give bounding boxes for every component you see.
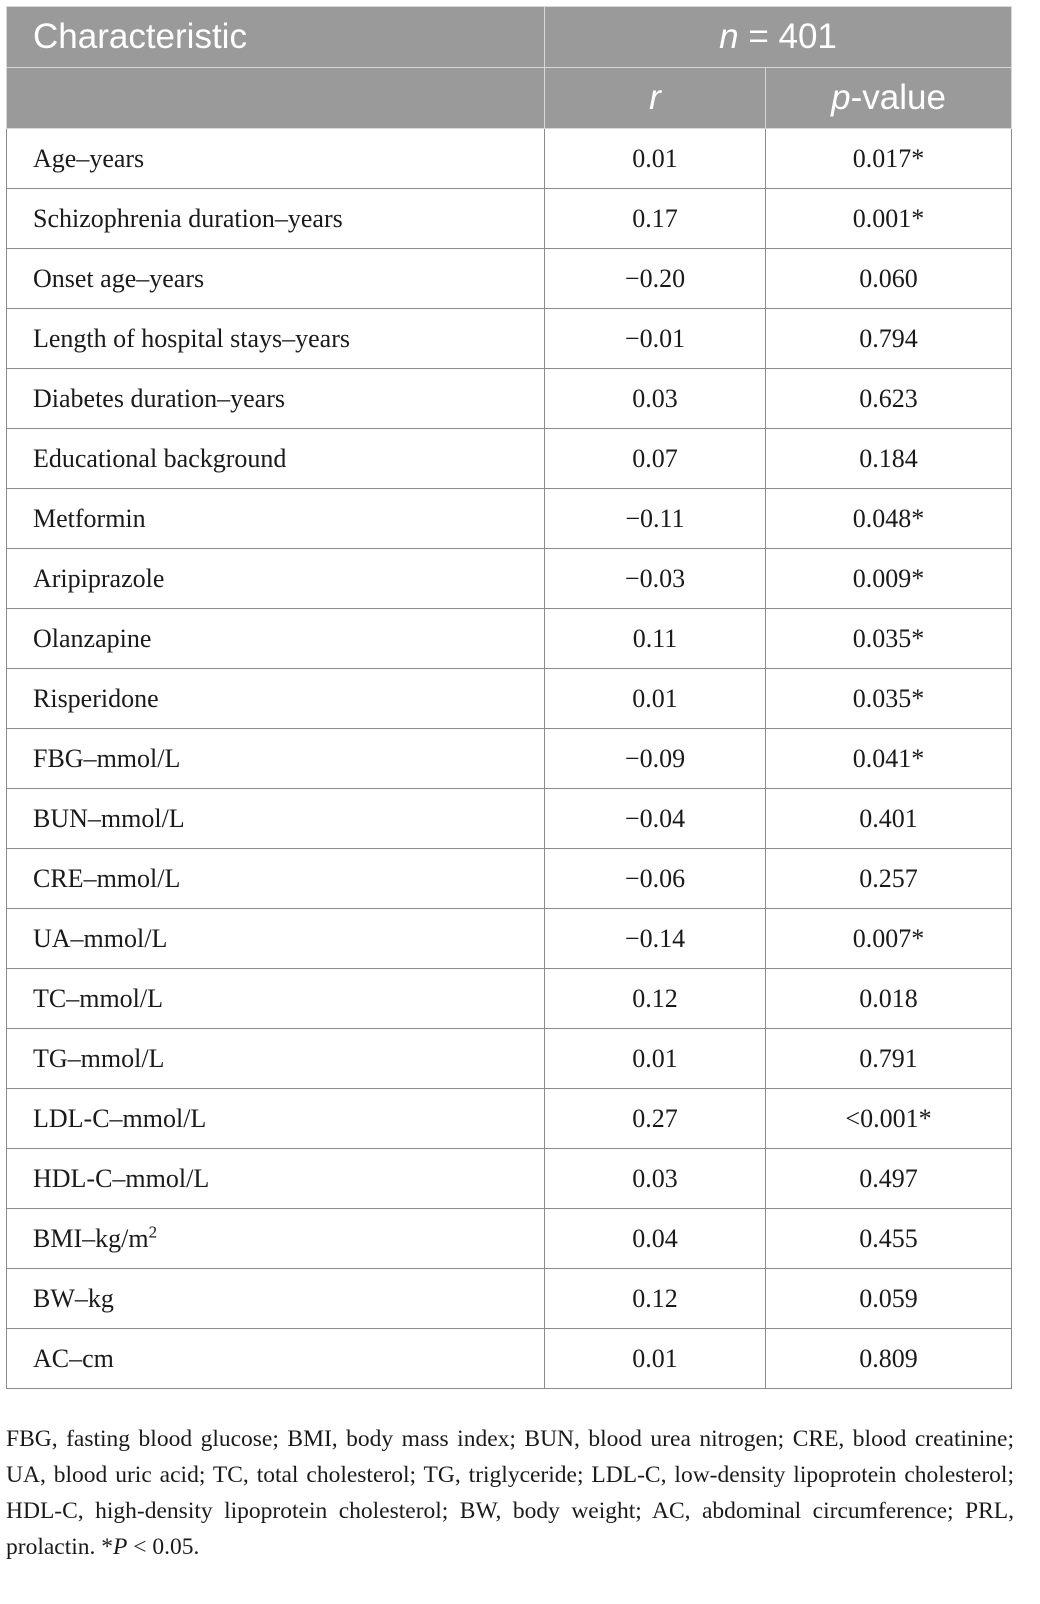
row-characteristic-label: Aripiprazole: [33, 563, 165, 593]
row-characteristic-label: Educational background: [33, 443, 287, 473]
row-p-value: 0.497: [766, 1149, 1012, 1209]
row-p-value: 0.018: [766, 969, 1012, 1029]
row-r-value: 0.04: [545, 1209, 766, 1269]
row-r-value: 0.01: [545, 1029, 766, 1089]
row-characteristic-label: UA–mmol/L: [33, 923, 168, 953]
row-p-value: 0.048*: [766, 489, 1012, 549]
row-r-value: 0.03: [545, 1149, 766, 1209]
row-p-value: 0.623: [766, 369, 1012, 429]
header-characteristic: Characteristic: [7, 7, 545, 68]
row-characteristic-label: Age–years: [33, 143, 145, 173]
row-r-value: −0.01: [545, 309, 766, 369]
row-characteristic: [7, 1149, 545, 1209]
row-characteristic: [7, 789, 545, 849]
table-row: [7, 1149, 1012, 1209]
row-characteristic-label: BUN–mmol/L: [33, 803, 185, 833]
row-p-value: 0.791: [766, 1029, 1012, 1089]
row-characteristic-label: TC–mmol/L: [33, 983, 163, 1013]
row-characteristic-label: CRE–mmol/L: [33, 863, 181, 893]
row-r-value: −0.20: [545, 249, 766, 309]
footnote-sig-rest: < 0.05.: [127, 1534, 200, 1560]
table-row: [7, 729, 1012, 789]
row-characteristic: [7, 969, 545, 1029]
footnote-sig-var: P: [113, 1534, 128, 1560]
table-row: [7, 309, 1012, 369]
correlation-table: [6, 6, 1012, 1389]
row-characteristic: [7, 1029, 545, 1089]
row-r-value: 0.01: [545, 1329, 766, 1389]
row-characteristic: [7, 309, 545, 369]
row-r-value: −0.09: [545, 729, 766, 789]
table-body: [7, 129, 1012, 1389]
header-p-value: [766, 68, 1012, 129]
row-characteristic-label: Metformin: [33, 503, 146, 533]
row-characteristic-label: Diabetes duration–years: [33, 383, 285, 413]
table-row: [7, 909, 1012, 969]
row-p-value: 0.035*: [766, 669, 1012, 729]
table-footnote: [6, 1421, 1014, 1565]
row-p-value: 0.060: [766, 249, 1012, 309]
row-p-value: 0.809: [766, 1329, 1012, 1389]
table-row: [7, 1329, 1012, 1389]
row-characteristic: [7, 489, 545, 549]
table-row: [7, 549, 1012, 609]
table-row: [7, 1269, 1012, 1329]
header-n-value: = 401: [738, 17, 837, 56]
row-p-value: 0.794: [766, 309, 1012, 369]
footnote-sig-prefix: *: [101, 1534, 114, 1560]
row-characteristic: [7, 609, 545, 669]
row-characteristic-label: TG–mmol/L: [33, 1043, 165, 1073]
row-p-value: 0.009*: [766, 549, 1012, 609]
row-characteristic: [7, 1329, 545, 1389]
row-r-value: 0.01: [545, 669, 766, 729]
row-characteristic: [7, 729, 545, 789]
row-characteristic: [7, 429, 545, 489]
header-r: [545, 68, 766, 129]
header-p-suffix: -value: [850, 78, 946, 117]
row-p-value: 0.401: [766, 789, 1012, 849]
table-row: [7, 669, 1012, 729]
row-characteristic: [7, 1209, 545, 1269]
row-characteristic-label: HDL-C–mmol/L: [33, 1163, 210, 1193]
row-p-value: <0.001*: [766, 1089, 1012, 1149]
row-characteristic: [7, 189, 545, 249]
header-r-label: r: [649, 78, 661, 117]
table-row: [7, 1209, 1012, 1269]
row-characteristic-superscript: 2: [148, 1221, 158, 1241]
table-row: [7, 489, 1012, 549]
header-sample-size: [545, 7, 1012, 68]
row-characteristic-label: BW–kg: [33, 1283, 114, 1313]
table-row: [7, 969, 1012, 1029]
row-characteristic: [7, 669, 545, 729]
table-row: [7, 609, 1012, 669]
table-header: [7, 7, 1012, 129]
row-characteristic-label: AC–cm: [33, 1343, 114, 1373]
row-characteristic: [7, 369, 545, 429]
row-p-value: 0.059: [766, 1269, 1012, 1329]
row-p-value: 0.041*: [766, 729, 1012, 789]
correlation-table-container: [6, 6, 1011, 1389]
row-characteristic-label: FBG–mmol/L: [33, 743, 181, 773]
row-p-value: 0.184: [766, 429, 1012, 489]
row-p-value: 0.035*: [766, 609, 1012, 669]
header-p-label: p: [831, 78, 851, 117]
table-row: [7, 249, 1012, 309]
table-row: [7, 429, 1012, 489]
header-row-sub: [7, 68, 1012, 129]
row-characteristic-label: Olanzapine: [33, 623, 152, 653]
header-n-label: n: [719, 17, 739, 56]
header-row-top: [7, 7, 1012, 68]
row-p-value: 0.001*: [766, 189, 1012, 249]
row-characteristic: [7, 129, 545, 189]
row-r-value: 0.12: [545, 1269, 766, 1329]
table-row: [7, 129, 1012, 189]
row-characteristic-label: Schizophrenia duration–years: [33, 203, 343, 233]
row-p-value: 0.257: [766, 849, 1012, 909]
row-characteristic: [7, 549, 545, 609]
row-p-value: 0.017*: [766, 129, 1012, 189]
row-r-value: 0.07: [545, 429, 766, 489]
table-row: [7, 369, 1012, 429]
header-empty-cell: [7, 68, 545, 129]
row-r-value: 0.27: [545, 1089, 766, 1149]
row-characteristic: [7, 849, 545, 909]
row-characteristic-label: LDL-C–mmol/L: [33, 1103, 207, 1133]
row-r-value: −0.14: [545, 909, 766, 969]
row-r-value: 0.03: [545, 369, 766, 429]
row-characteristic-label: Length of hospital stays–years: [33, 323, 350, 353]
row-r-value: 0.17: [545, 189, 766, 249]
row-characteristic: [7, 1089, 545, 1149]
row-r-value: −0.06: [545, 849, 766, 909]
table-row: [7, 1089, 1012, 1149]
row-r-value: −0.04: [545, 789, 766, 849]
table-row: [7, 849, 1012, 909]
row-characteristic-label: Risperidone: [33, 683, 159, 713]
row-r-value: 0.12: [545, 969, 766, 1029]
row-p-value: 0.007*: [766, 909, 1012, 969]
footnote-abbreviations: FBG, fasting blood glucose; BMI, body mass index; BUN, blood urea nitrogen; CRE, blood creatinine; UA, blood uric acid; TC, total cholesterol; TG, triglyceride; LDL-C, low-density lipoprotein cholesterol; HDL-C, high-density lipoprotein cholesterol; BW, body weight; AC, abdominal circumference; PRL, prolactin.: [6, 1426, 1014, 1560]
row-r-value: −0.11: [545, 489, 766, 549]
table-row: [7, 189, 1012, 249]
row-characteristic: [7, 249, 545, 309]
row-characteristic-label: BMI–kg/m: [33, 1223, 149, 1253]
row-r-value: −0.03: [545, 549, 766, 609]
table-row: [7, 1029, 1012, 1089]
row-characteristic: [7, 1269, 545, 1329]
row-r-value: 0.01: [545, 129, 766, 189]
row-p-value: 0.455: [766, 1209, 1012, 1269]
row-r-value: 0.11: [545, 609, 766, 669]
row-characteristic: [7, 909, 545, 969]
table-row: [7, 789, 1012, 849]
row-characteristic-label: Onset age–years: [33, 263, 205, 293]
